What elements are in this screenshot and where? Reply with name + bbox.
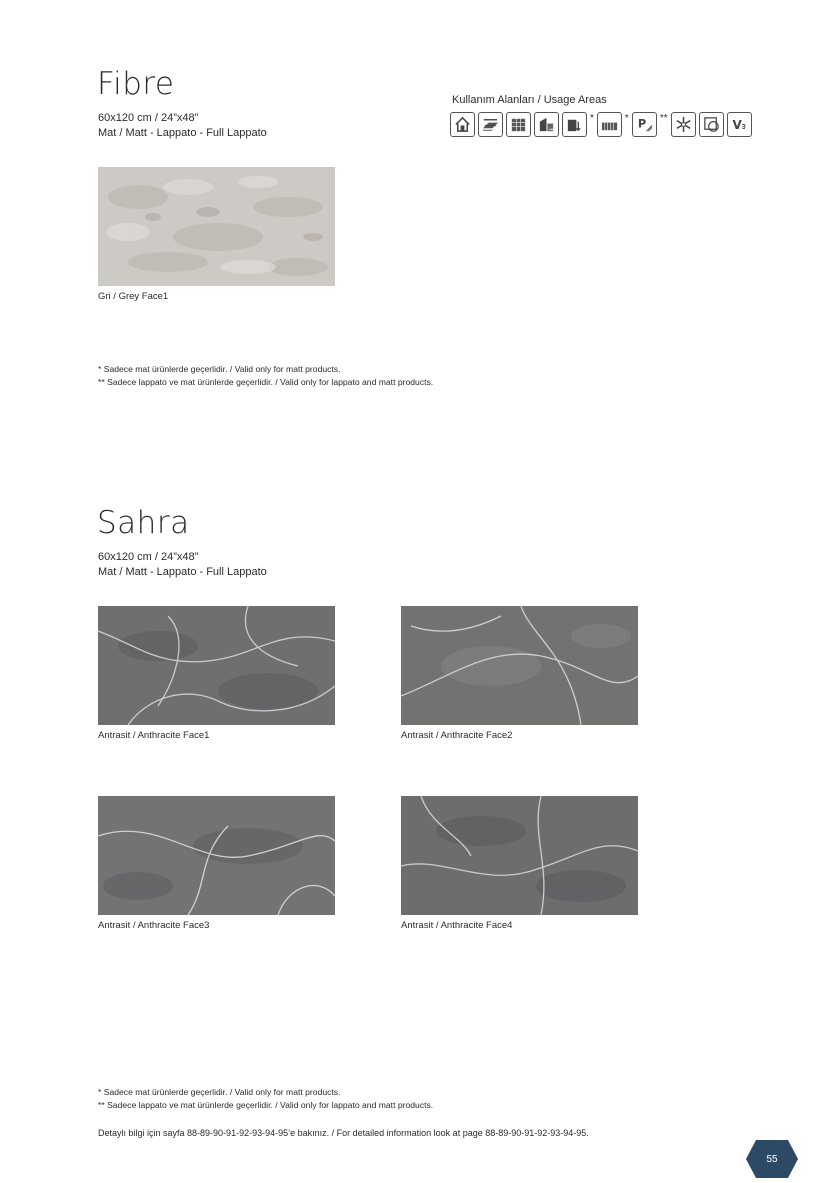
svg-text:P: P [637, 116, 647, 131]
sahra-tile-face3 [98, 796, 335, 915]
usage-star-1: * [590, 112, 594, 124]
sahra-tile-caption: Antrasit / Anthracite Face2 [401, 730, 513, 741]
sahra-note-matt: * Sadece mat ürünlerde geçerlidir. / Valid only for matt products. [98, 1087, 341, 1097]
page-number-badge [746, 1140, 798, 1178]
usage-icons-row [450, 112, 752, 137]
sahra-note-lappato: ** Sadece lappato ve mat ürünlerde geçerlidir. / Valid only for lappato and matt products. [98, 1100, 434, 1110]
rectified-icon [699, 112, 724, 137]
usage-star-2: * [624, 112, 629, 124]
sahra-tile-caption: Antrasit / Anthracite Face1 [98, 730, 210, 741]
sahra-finish: Mat / Matt - Lappato - Full Lappato [98, 566, 267, 578]
sahra-tile-face2 [401, 606, 638, 725]
footer-detail-info: Detaylı bilgi için sayfa 88-89-90-91-92-93-94-95’e bakınız. / For detailed information look at page 88-89-90-91-92-93-94-95. [98, 1128, 589, 1138]
floor-tiles-icon [478, 112, 503, 137]
sahra-title: Sahra [97, 505, 190, 541]
usage-areas-label: Kullanım Alanları / Usage Areas [452, 94, 607, 106]
commercial-building-icon [534, 112, 559, 137]
usage-star-3: ** [659, 112, 668, 124]
fibre-tile-caption: Gri / Grey Face1 [98, 291, 169, 302]
wall-tiles-icon [506, 112, 531, 137]
sahra-tile-face4 [401, 796, 638, 915]
frost-resistant-icon [671, 112, 696, 137]
page-number: 55 [766, 1153, 778, 1165]
sahra-tile-face1 [98, 606, 335, 725]
shade-variation-level: 3 [741, 124, 746, 131]
fibre-tile-grey-face1 [98, 167, 335, 286]
fibre-title: Fibre [97, 66, 175, 102]
shade-variation-icon [727, 112, 752, 137]
fibre-size: 60x120 cm / 24”x48” [98, 112, 199, 124]
fibre-finish: Mat / Matt - Lappato - Full Lappato [98, 127, 267, 139]
sahra-tile-caption: Antrasit / Anthracite Face3 [98, 920, 210, 931]
fibre-note-lappato: ** Sadece lappato ve mat ürünlerde geçerlidir. / Valid only for lappato and matt products. [98, 377, 434, 387]
sahra-tile-caption: Antrasit / Anthracite Face4 [401, 920, 513, 931]
parking-icon [632, 112, 657, 137]
indoor-home-icon [450, 112, 475, 137]
sahra-size: 60x120 cm / 24”x48” [98, 551, 199, 563]
facade-icon [597, 112, 622, 137]
tile-swatch [98, 606, 335, 725]
fibre-note-matt: * Sadece mat ürünlerde geçerlidir. / Valid only for matt products. [98, 364, 341, 374]
shade-variation-letter: V [732, 117, 742, 132]
heavy-traffic-icon [562, 112, 587, 137]
